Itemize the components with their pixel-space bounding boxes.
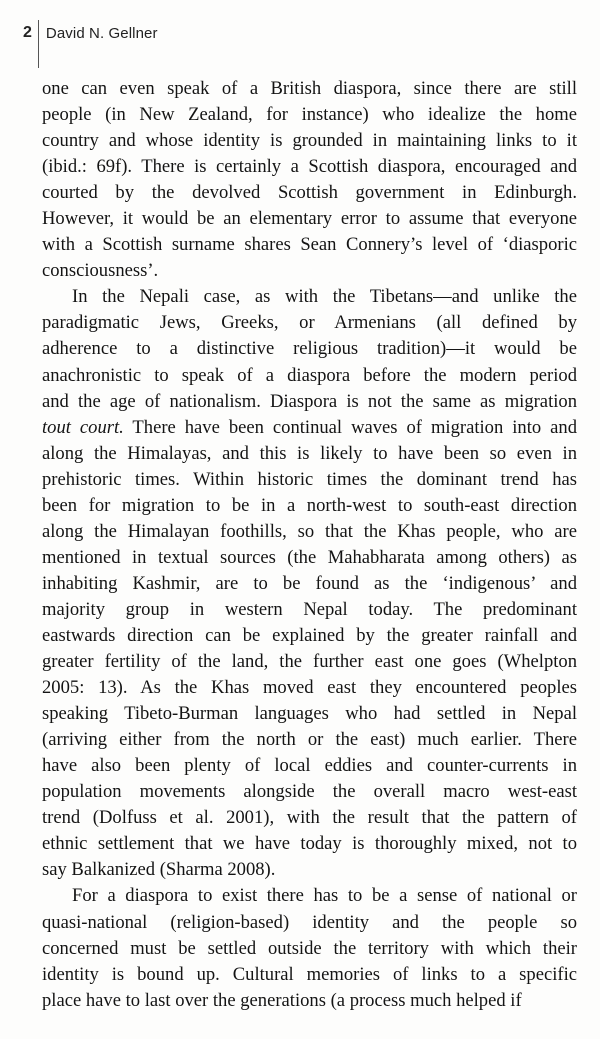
- text-line: inhabiting Kashmir, are to be found as the ‘indigenous’ and: [42, 572, 577, 594]
- text-line: been for migration to be in a north-west to south-east direction: [42, 494, 577, 516]
- text-line: trend (Dolfuss et al. 2001), with the result that the pattern of: [42, 807, 577, 829]
- italic-phrase: tout court.: [42, 416, 124, 438]
- text-line: paradigmatic Jews, Greeks, or Armenians (all defined by: [42, 312, 577, 334]
- text-line: adherence to a distinctive religious tradition)—it would be: [42, 338, 577, 360]
- text-line: majority group in western Nepal today. The predominant: [42, 598, 577, 620]
- text-line: place have to last over the generations (a process much helped if: [42, 989, 522, 1011]
- text-line: ethnic settlement that we have today is thoroughly mixed, not to: [42, 833, 577, 855]
- text-line: quasi-national (religion-based) identity and the people so: [42, 911, 577, 933]
- text-line: identity is bound up. Cultural memories of links to a specific: [42, 963, 577, 985]
- text-line-rest: There have been continual waves of migration into and: [123, 416, 577, 438]
- text-line: along the Himalayan foothills, so that the Khas people, who are: [42, 520, 577, 542]
- paragraph: [42, 284, 577, 883]
- text-line: (ibid.: 69f). There is certainly a Scottish diaspora, encouraged and: [42, 156, 577, 178]
- text-line: greater fertility of the land, the further east one goes (Whelpton: [42, 651, 577, 673]
- text-line: anachronistic to speak of a diaspora before the modern period: [42, 364, 577, 386]
- page-number: 2: [23, 24, 32, 41]
- text-line: For a diaspora to exist there has to be a sense of national or: [72, 885, 577, 907]
- body-text: [42, 76, 577, 1014]
- text-line: country and whose identity is grounded in maintaining links to it: [42, 130, 577, 152]
- text-line: However, it would be an elementary error to assume that everyone: [42, 208, 577, 230]
- running-head-author: David N. Gellner: [45, 24, 158, 42]
- text-line: eastwards direction can be explained by the greater rainfall and: [42, 624, 577, 646]
- text-line: have also been plenty of local eddies and counter-currents in: [42, 755, 577, 777]
- text-line: population movements alongside the overall macro west-east: [42, 781, 577, 803]
- text-line: 2005: 13). As the Khas moved east they encountered peoples: [42, 677, 577, 699]
- text-line: concerned must be settled outside the territory with which their: [42, 937, 577, 959]
- text-line: people (in New Zealand, for instance) who idealize the home: [42, 104, 577, 126]
- text-line: mentioned in textual sources (the Mahabharata among others) as: [42, 546, 577, 568]
- text-line: consciousness’.: [42, 260, 159, 282]
- text-line: one can even speak of a British diaspora, since there are still: [42, 78, 577, 99]
- paragraph: [42, 883, 577, 1013]
- text-line: (arriving either from the north or the east) much earlier. There: [42, 729, 577, 751]
- text-line: [42, 415, 577, 441]
- text-line: with a Scottish surname shares Sean Connery’s level of ‘diasporic: [42, 234, 577, 256]
- text-line: courted by the devolved Scottish government in Edinburgh.: [42, 182, 577, 204]
- text-line: and the age of nationalism. Diaspora is not the same as migration: [42, 390, 577, 412]
- text-line: In the Nepali case, as with the Tibetans—and unlike the: [72, 286, 577, 308]
- running-head-divider: [38, 20, 39, 68]
- text-line: say Balkanized (Sharma 2008).: [42, 859, 276, 881]
- paragraph: [42, 76, 577, 284]
- text-line: speaking Tibeto-Burman languages who had settled in Nepal: [42, 703, 577, 725]
- text-line: along the Himalayas, and this is likely to have been so even in: [42, 442, 577, 464]
- running-head: [23, 22, 158, 44]
- text-line: prehistoric times. Within historic times the dominant trend has: [42, 468, 577, 490]
